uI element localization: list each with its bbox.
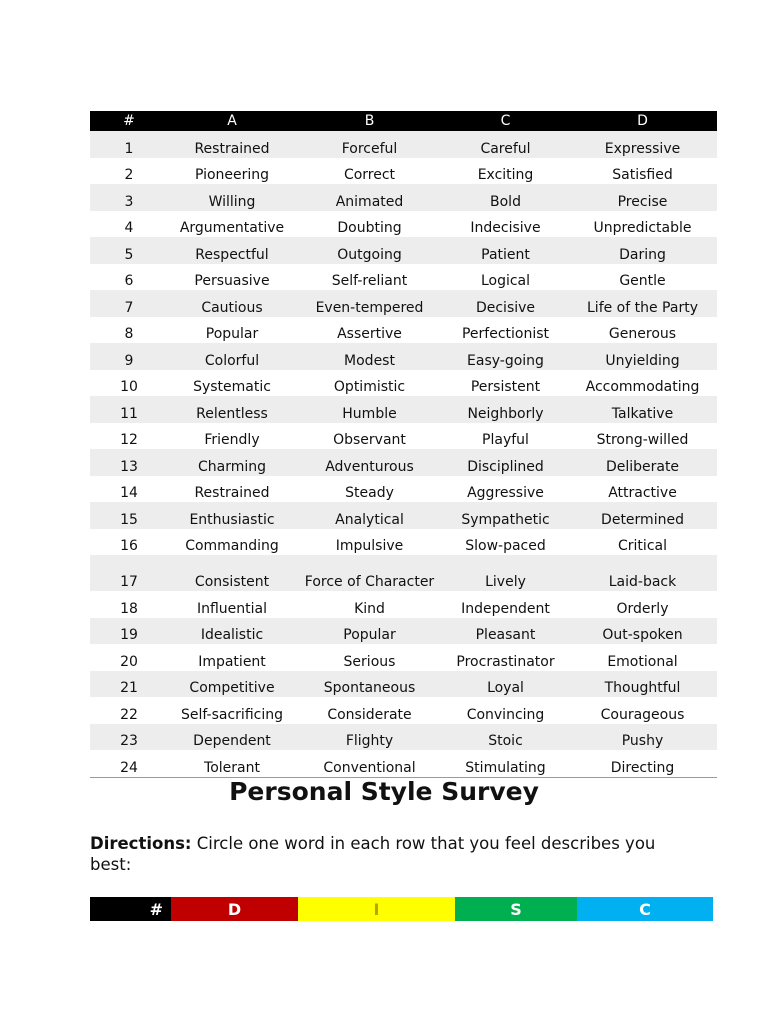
word-c-cell[interactable]: Easy-going xyxy=(443,343,568,370)
word-c-cell[interactable]: Disciplined xyxy=(443,449,568,476)
word-b-cell[interactable]: Even-tempered xyxy=(296,290,443,317)
word-d-cell[interactable]: Unyielding xyxy=(568,343,717,370)
row-number-cell: 4 xyxy=(124,220,134,236)
table-row xyxy=(90,237,717,264)
word-c-cell[interactable]: Persistent xyxy=(470,379,541,395)
word-b-cell[interactable]: Humble xyxy=(296,396,443,423)
word-c-cell[interactable]: Aggressive xyxy=(467,485,544,501)
word-d-cell[interactable]: Expressive xyxy=(568,131,717,158)
header-d: D xyxy=(568,111,717,131)
directions-lead: Directions: xyxy=(90,834,192,853)
row-number-cell: 22 xyxy=(120,706,138,723)
row-number-cell: 3 xyxy=(90,184,168,211)
word-b-cell[interactable]: Doubting xyxy=(337,220,402,236)
word-b-cell[interactable]: Outgoing xyxy=(296,237,443,264)
legend-i: I xyxy=(298,897,455,921)
table-row xyxy=(90,591,717,618)
word-a-cell[interactable]: Competitive xyxy=(168,671,296,698)
word-d-cell[interactable]: Laid-back xyxy=(568,555,717,591)
word-d-cell[interactable]: Out-spoken xyxy=(568,618,717,645)
page-title: Personal Style Survey xyxy=(229,777,539,806)
word-a-cell[interactable]: Willing xyxy=(168,184,296,211)
header-b: B xyxy=(296,111,443,131)
table-row xyxy=(90,264,717,291)
word-c-cell[interactable]: Convincing xyxy=(466,706,545,723)
table-row xyxy=(90,502,717,529)
word-a-cell[interactable]: Persuasive xyxy=(194,273,270,289)
word-b-cell[interactable]: Forceful xyxy=(296,131,443,158)
legend-c: C xyxy=(577,897,713,921)
word-a-cell[interactable]: Charming xyxy=(168,449,296,476)
word-d-cell[interactable]: Life of the Party xyxy=(568,290,717,317)
header-c: C xyxy=(443,111,568,131)
word-d-cell[interactable]: Emotional xyxy=(607,653,678,670)
disc-legend-bar xyxy=(90,897,713,921)
word-d-cell[interactable]: Satisfied xyxy=(612,167,673,183)
word-d-cell[interactable]: Deliberate xyxy=(568,449,717,476)
word-c-cell[interactable]: Neighborly xyxy=(443,396,568,423)
table-row xyxy=(90,370,717,397)
word-d-cell[interactable]: Talkative xyxy=(568,396,717,423)
word-c-cell[interactable]: Decisive xyxy=(443,290,568,317)
row-number-cell: 12 xyxy=(120,432,138,448)
header-a: A xyxy=(168,111,296,131)
word-c-cell[interactable]: Stimulating xyxy=(443,750,568,777)
row-number-cell: 14 xyxy=(120,485,138,501)
word-a-cell[interactable]: Colorful xyxy=(168,343,296,370)
word-c-cell[interactable]: Careful xyxy=(443,131,568,158)
word-c-cell[interactable]: Stoic xyxy=(443,724,568,751)
word-a-cell[interactable]: Tolerant xyxy=(168,750,296,777)
word-c-cell[interactable]: Lively xyxy=(443,555,568,591)
table-row xyxy=(90,449,717,476)
word-c-cell[interactable]: Patient xyxy=(443,237,568,264)
word-a-cell[interactable]: Restrained xyxy=(168,131,296,158)
word-d-cell[interactable]: Thoughtful xyxy=(568,671,717,698)
word-a-cell[interactable]: Respectful xyxy=(168,237,296,264)
word-d-cell[interactable]: Pushy xyxy=(568,724,717,751)
legend-s: S xyxy=(455,897,577,921)
table-row xyxy=(90,697,717,724)
word-b-cell[interactable]: Kind xyxy=(354,600,385,617)
table-body xyxy=(90,131,717,777)
table-row xyxy=(90,671,717,698)
directions xyxy=(90,833,690,875)
word-d-cell[interactable]: Determined xyxy=(568,502,717,529)
table-row xyxy=(90,423,717,450)
row-number-cell: 1 xyxy=(90,131,168,158)
row-number-cell: 17 xyxy=(90,555,168,591)
header-number: # xyxy=(90,111,168,131)
table-row xyxy=(90,184,717,211)
word-b-cell[interactable]: Popular xyxy=(296,618,443,645)
word-a-cell[interactable]: Friendly xyxy=(204,432,260,448)
word-d-cell[interactable]: Generous xyxy=(608,326,677,342)
survey-table xyxy=(90,111,717,778)
table-row xyxy=(90,618,717,645)
word-b-cell[interactable]: Conventional xyxy=(296,750,443,777)
table-row xyxy=(90,476,717,503)
word-d-cell[interactable]: Accommodating xyxy=(585,379,700,395)
word-d-cell[interactable]: Critical xyxy=(618,538,667,554)
word-a-cell[interactable]: Restrained xyxy=(194,485,270,501)
word-a-cell[interactable]: Commanding xyxy=(185,538,279,554)
word-b-cell[interactable]: Animated xyxy=(296,184,443,211)
row-number-cell: 7 xyxy=(90,290,168,317)
row-number-cell: 18 xyxy=(120,600,138,617)
word-c-cell[interactable]: Perfectionist xyxy=(461,326,550,342)
word-c-cell[interactable]: Slow-paced xyxy=(465,538,546,554)
row-number-cell: 24 xyxy=(90,750,168,777)
word-b-cell[interactable]: Self-reliant xyxy=(331,273,408,289)
row-number-cell: 23 xyxy=(90,724,168,751)
word-b-cell[interactable]: Optimistic xyxy=(333,379,406,395)
row-number-cell: 6 xyxy=(124,273,134,289)
word-a-cell[interactable]: Pioneering xyxy=(194,167,270,183)
word-d-cell[interactable]: Directing xyxy=(568,750,717,777)
table-row xyxy=(90,211,717,238)
row-number-cell: 2 xyxy=(124,167,134,183)
word-a-cell[interactable]: Impatient xyxy=(198,653,266,670)
word-a-cell[interactable]: Self-sacrificing xyxy=(181,706,283,723)
word-d-cell[interactable]: Daring xyxy=(568,237,717,264)
table-row xyxy=(90,290,717,317)
row-number-cell: 11 xyxy=(90,396,168,423)
word-d-cell[interactable]: Orderly xyxy=(616,600,669,617)
row-number-cell: 13 xyxy=(90,449,168,476)
word-a-cell[interactable]: Relentless xyxy=(168,396,296,423)
word-d-cell[interactable]: Courageous xyxy=(600,706,685,723)
table-header-row xyxy=(90,111,717,131)
word-c-cell[interactable]: Pleasant xyxy=(443,618,568,645)
row-number-cell: 9 xyxy=(90,343,168,370)
word-a-cell[interactable]: Cautious xyxy=(168,290,296,317)
word-c-cell[interactable]: Playful xyxy=(482,432,529,448)
word-c-cell[interactable]: Independent xyxy=(461,600,550,617)
row-number-cell: 15 xyxy=(90,502,168,529)
word-d-cell[interactable]: Precise xyxy=(568,184,717,211)
word-b-cell[interactable]: Observant xyxy=(333,432,406,448)
word-c-cell[interactable]: Procrastinator xyxy=(456,653,555,670)
word-d-cell[interactable]: Unpredictable xyxy=(593,220,692,236)
word-b-cell[interactable]: Force of Character xyxy=(296,555,443,591)
word-c-cell[interactable]: Exciting xyxy=(477,167,534,183)
word-a-cell[interactable]: Popular xyxy=(205,326,259,342)
word-b-cell[interactable]: Adventurous xyxy=(296,449,443,476)
word-b-cell[interactable]: Flighty xyxy=(296,724,443,751)
word-b-cell[interactable]: Serious xyxy=(343,653,396,670)
directions-text: Circle one word in each row that you feel describes you best: xyxy=(90,834,656,874)
word-a-cell[interactable]: Dependent xyxy=(168,724,296,751)
table-row xyxy=(90,343,717,370)
word-b-cell[interactable]: Considerate xyxy=(327,706,412,723)
legend-number: # xyxy=(90,897,171,921)
word-c-cell[interactable]: Loyal xyxy=(443,671,568,698)
row-number-cell: 20 xyxy=(120,653,138,670)
word-c-cell[interactable]: Indecisive xyxy=(470,220,541,236)
table-row xyxy=(90,724,717,751)
word-b-cell[interactable]: Analytical xyxy=(296,502,443,529)
table-row xyxy=(90,317,717,344)
word-a-cell[interactable]: Influential xyxy=(196,600,268,617)
row-number-cell: 10 xyxy=(120,379,138,395)
word-a-cell[interactable]: Consistent xyxy=(168,555,296,591)
word-b-cell[interactable]: Assertive xyxy=(337,326,402,342)
table-row xyxy=(90,750,717,777)
word-b-cell[interactable]: Spontaneous xyxy=(296,671,443,698)
table-row xyxy=(90,158,717,185)
table-row xyxy=(90,131,717,158)
row-number-cell: 21 xyxy=(90,671,168,698)
word-c-cell[interactable]: Logical xyxy=(480,273,531,289)
row-number-cell: 19 xyxy=(90,618,168,645)
legend-d: D xyxy=(171,897,298,921)
table-row xyxy=(90,555,717,591)
word-b-cell[interactable]: Impulsive xyxy=(335,538,404,554)
word-b-cell[interactable]: Steady xyxy=(345,485,394,501)
word-b-cell[interactable]: Correct xyxy=(343,167,396,183)
word-a-cell[interactable]: Idealistic xyxy=(168,618,296,645)
word-c-cell[interactable]: Bold xyxy=(443,184,568,211)
row-number-cell: 5 xyxy=(90,237,168,264)
word-c-cell[interactable]: Sympathetic xyxy=(443,502,568,529)
row-number-cell: 8 xyxy=(124,326,134,342)
table-row xyxy=(90,396,717,423)
word-d-cell[interactable]: Strong-willed xyxy=(596,432,689,448)
word-b-cell[interactable]: Modest xyxy=(296,343,443,370)
word-a-cell[interactable]: Argumentative xyxy=(179,220,285,236)
row-number-cell: 16 xyxy=(120,538,138,554)
word-d-cell[interactable]: Gentle xyxy=(619,273,666,289)
word-d-cell[interactable]: Attractive xyxy=(608,485,677,501)
word-a-cell[interactable]: Enthusiastic xyxy=(168,502,296,529)
table-row xyxy=(90,529,717,556)
table-row xyxy=(90,644,717,671)
word-a-cell[interactable]: Systematic xyxy=(193,379,271,395)
